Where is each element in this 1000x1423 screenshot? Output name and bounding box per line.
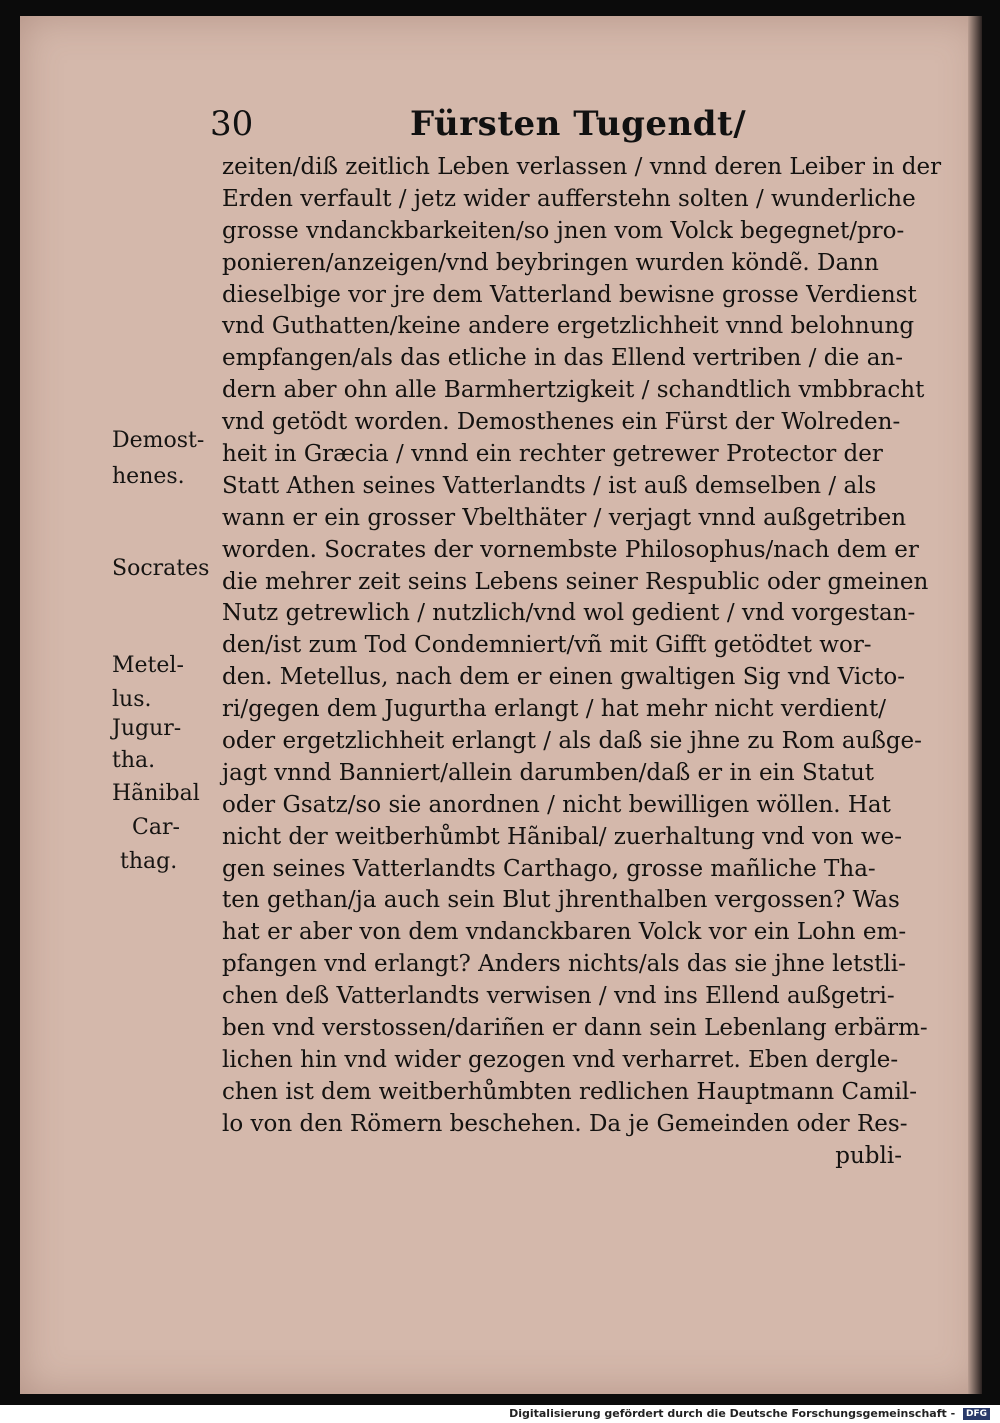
body-text — [222, 152, 942, 1173]
text-line: worden. Socrates der vornembste Philosophus/nach dem er — [222, 536, 919, 563]
text-line: die mehrer zeit seins Lebens seiner Respublic oder gmeinen — [222, 568, 929, 595]
text-line: dern aber ohn alle Barmhertzigkeit / schandtlich vmbbracht — [222, 377, 925, 404]
text-line: pfangen vnd erlangt? Anders nichts/als das sie jhne letstli- — [222, 951, 906, 978]
text-line: chen deß Vatterlandts verwisen / vnd ins Ellend außgetri- — [222, 983, 895, 1010]
page-header — [210, 104, 910, 154]
text-line: oder ergetzlichheit erlangt / als daß sie jhne zu Rom außge- — [222, 728, 922, 755]
text-line: Nutz getrewlich / nutzlich/vnd wol gedient / vnd vorgestan- — [222, 600, 916, 627]
text-line: lo von den Römern beschehen. Da je Gemeinden oder Res- — [222, 1110, 908, 1137]
margin-note-demosthenes-1: Demost- — [112, 428, 205, 453]
text-line: Statt Athen seines Vatterlandts / ist auß demselben / als — [222, 472, 877, 499]
text-line: vnd getödt worden. Demosthenes ein Fürst der Wolreden- — [222, 409, 901, 436]
margin-note-carthago-1: Car- — [132, 815, 180, 840]
text-line: dieselbige vor jre dem Vatterland bewisne grosse Verdienst — [222, 281, 917, 308]
margin-note-jugurtha-2: tha. — [112, 748, 156, 773]
text-line: nicht der weitberhůmbt Hãnibal/ zuerhaltung vnd von we- — [222, 823, 902, 850]
text-line: ten gethan/ja auch sein Blut jhrenthalben vergossen? Was — [222, 887, 900, 914]
margin-note-socrates: Socrates — [112, 556, 210, 581]
margin-note-metellus-2: lus. — [112, 687, 152, 712]
dfg-logo: DFG — [963, 1408, 990, 1420]
running-head: Fürsten Tugendt/ — [410, 104, 747, 144]
margin-note-carthago-2: thag. — [120, 849, 178, 874]
text-line: lichen hin vnd wider gezogen vnd verharret. Eben dergle- — [222, 1046, 899, 1073]
text-line: Erden verfault / jetz wider aufferstehn solten / wunderliche — [222, 185, 916, 212]
margin-note-jugurtha-1: Jugur- — [112, 716, 182, 741]
text-line: gen seines Vatterlandts Carthago, grosse mañliche Tha- — [222, 855, 876, 882]
page-edge — [968, 16, 982, 1394]
text-line: empfangen/als das etliche in das Ellend vertriben / die an- — [222, 345, 903, 372]
margin-note-metellus-1: Metel- — [112, 653, 184, 678]
text-line: grosse vndanckbarkeiten/so jnen vom Volck begegnet/pro- — [222, 217, 905, 244]
text-line: vnd Guthatten/keine andere ergetzlichheit vnnd belohnung — [222, 313, 915, 340]
text-line: hat er aber von dem vndanckbaren Volck vor ein Lohn em- — [222, 919, 907, 946]
text-line: wann er ein grosser Vbelthäter / verjagt vnnd außgetriben — [222, 504, 907, 531]
text-line: chen ist dem weitberhůmbten redlichen Hauptmann Camil- — [222, 1078, 918, 1105]
text-line: zeiten/diß zeitlich Leben verlassen / vnnd deren Leiber in der — [222, 154, 942, 180]
text-line: ben vnd verstossen/dariñen er dann sein Lebenlang erbärm- — [222, 1015, 928, 1042]
text-line: den/ist zum Tod Condemniert/vñ mit Gifft getödtet wor- — [222, 632, 872, 659]
footer-credit — [509, 1407, 990, 1420]
text-line: ri/gegen dem Jugurtha erlangt / hat mehr nicht verdient/ — [222, 696, 886, 723]
margin-note-demosthenes-2: henes. — [112, 464, 185, 489]
text-line: oder Gsatz/so sie anordnen / nicht bewilligen wöllen. Hat — [222, 791, 891, 818]
text-line: jagt vnnd Banniert/allein darumben/daß er in ein Statut — [222, 759, 875, 786]
text-line: den. Metellus, nach dem er einen gwaltigen Sig vnd Victo- — [222, 664, 905, 691]
text-line: heit in Græcia / vnnd ein rechter getrewer Protector der — [222, 441, 883, 468]
text-line: ponieren/anzeigen/vnd beybringen wurden köndẽ. Dann — [222, 249, 879, 276]
catchword: publi- — [835, 1142, 902, 1169]
footer-credit-text: Digitalisierung gefördert durch die Deutsche Forschungsgemeinschaft - — [509, 1407, 956, 1420]
page-number: 30 — [210, 104, 254, 144]
margin-note-hannibal: Hãnibal — [112, 781, 200, 806]
